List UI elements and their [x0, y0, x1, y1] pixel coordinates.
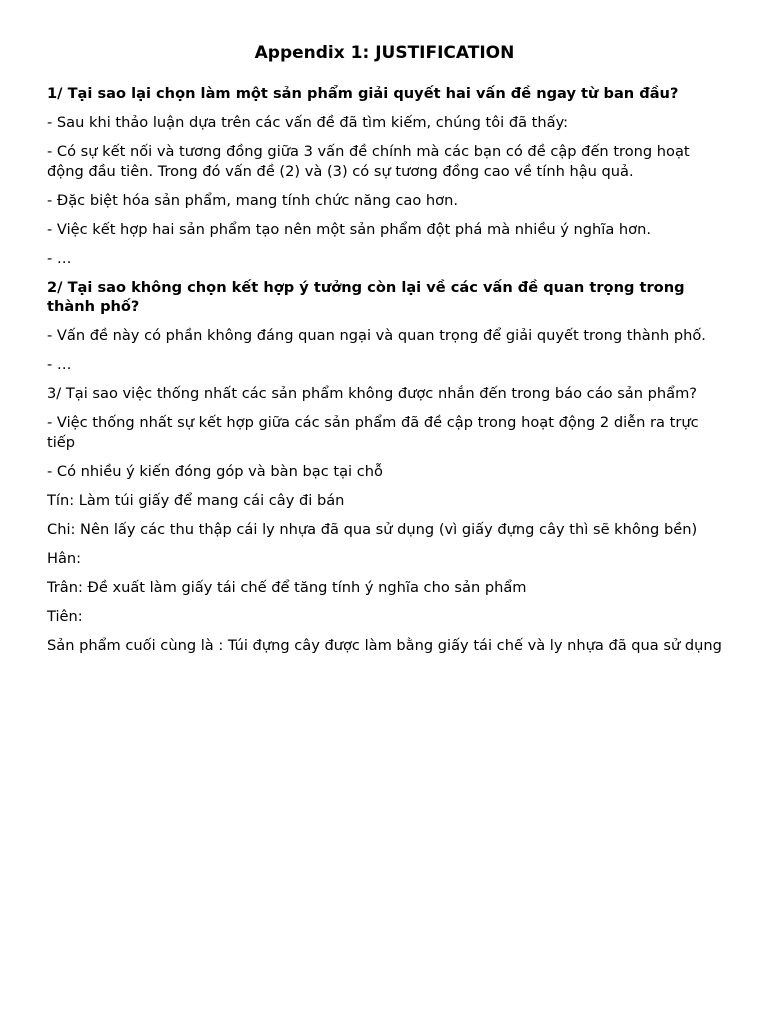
paragraph-not-concerning: - Vấn đề này có phần không đáng quan ngại và quan trọng để giải quyết trong thành phố. — [47, 327, 706, 344]
question-3: 3/ Tại sao việc thống nhất các sản phẩm không được nhắn đến trong báo cáo sản phẩm? — [47, 385, 698, 402]
member-tien: Tiên: — [47, 607, 83, 625]
paragraph-direct: - Việc thống nhất sự kết hợp giữa các sản phẩm đã đề cập trong hoạt động 2 diễn ra trực tiếp — [47, 414, 699, 451]
member-han: Hân: — [47, 549, 82, 567]
paragraph-connection: - Có sự kết nối và tương đồng giữa 3 vấn đề chính mà các bạn có đề cập đến trong hoạt động đầu tiên. Trong đó vấn đề (2) và (3) có sự tương đồng cao về tính hậu quả. — [47, 143, 690, 180]
paragraph-ellipsis-2: - … — [47, 356, 72, 373]
member-tin: Tín: Làm túi giấy để mang cái cây đi bán — [47, 491, 345, 509]
paragraph-opinions: - Có nhiều ý kiến đóng góp và bàn bạc tại chỗ — [47, 462, 383, 480]
paragraph-ellipsis-1: - … — [47, 249, 72, 267]
final-product: Sản phẩm cuối cùng là : Túi đựng cây được làm bằng giấy tái chế và ly nhựa đã qua sử dụng — [47, 636, 722, 654]
question-2: 2/ Tại sao không chọn kết hợp ý tưởng còn lại về các vấn đề quan trọng trong thành phố? — [47, 278, 685, 315]
paragraph-specialize: - Đặc biệt hóa sản phẩm, mang tính chức năng cao hơn. — [47, 191, 458, 209]
member-chi: Chi: Nên lấy các thu thập cái ly nhựa đã qua sử dụng (vì giấy đựng cây thì sẽ không bền) — [47, 520, 698, 538]
member-tran: Trân: Đề xuất làm giấy tái chế để tăng tính ý nghĩa cho sản phẩm — [47, 578, 527, 596]
paragraph-intro: - Sau khi thảo luận dựa trên các vấn đề đã tìm kiếm, chúng tôi đã thấy: — [47, 114, 569, 131]
question-1: 1/ Tại sao lại chọn làm một sản phẩm giải quyết hai vấn đề ngay từ ban đầu? — [47, 85, 679, 102]
document-title: Appendix 1: JUSTIFICATION — [254, 43, 515, 63]
paragraph-combine: - Việc kết hợp hai sản phẩm tạo nên một sản phẩm đột phá mà nhiều ý nghĩa hơn. — [47, 220, 651, 238]
